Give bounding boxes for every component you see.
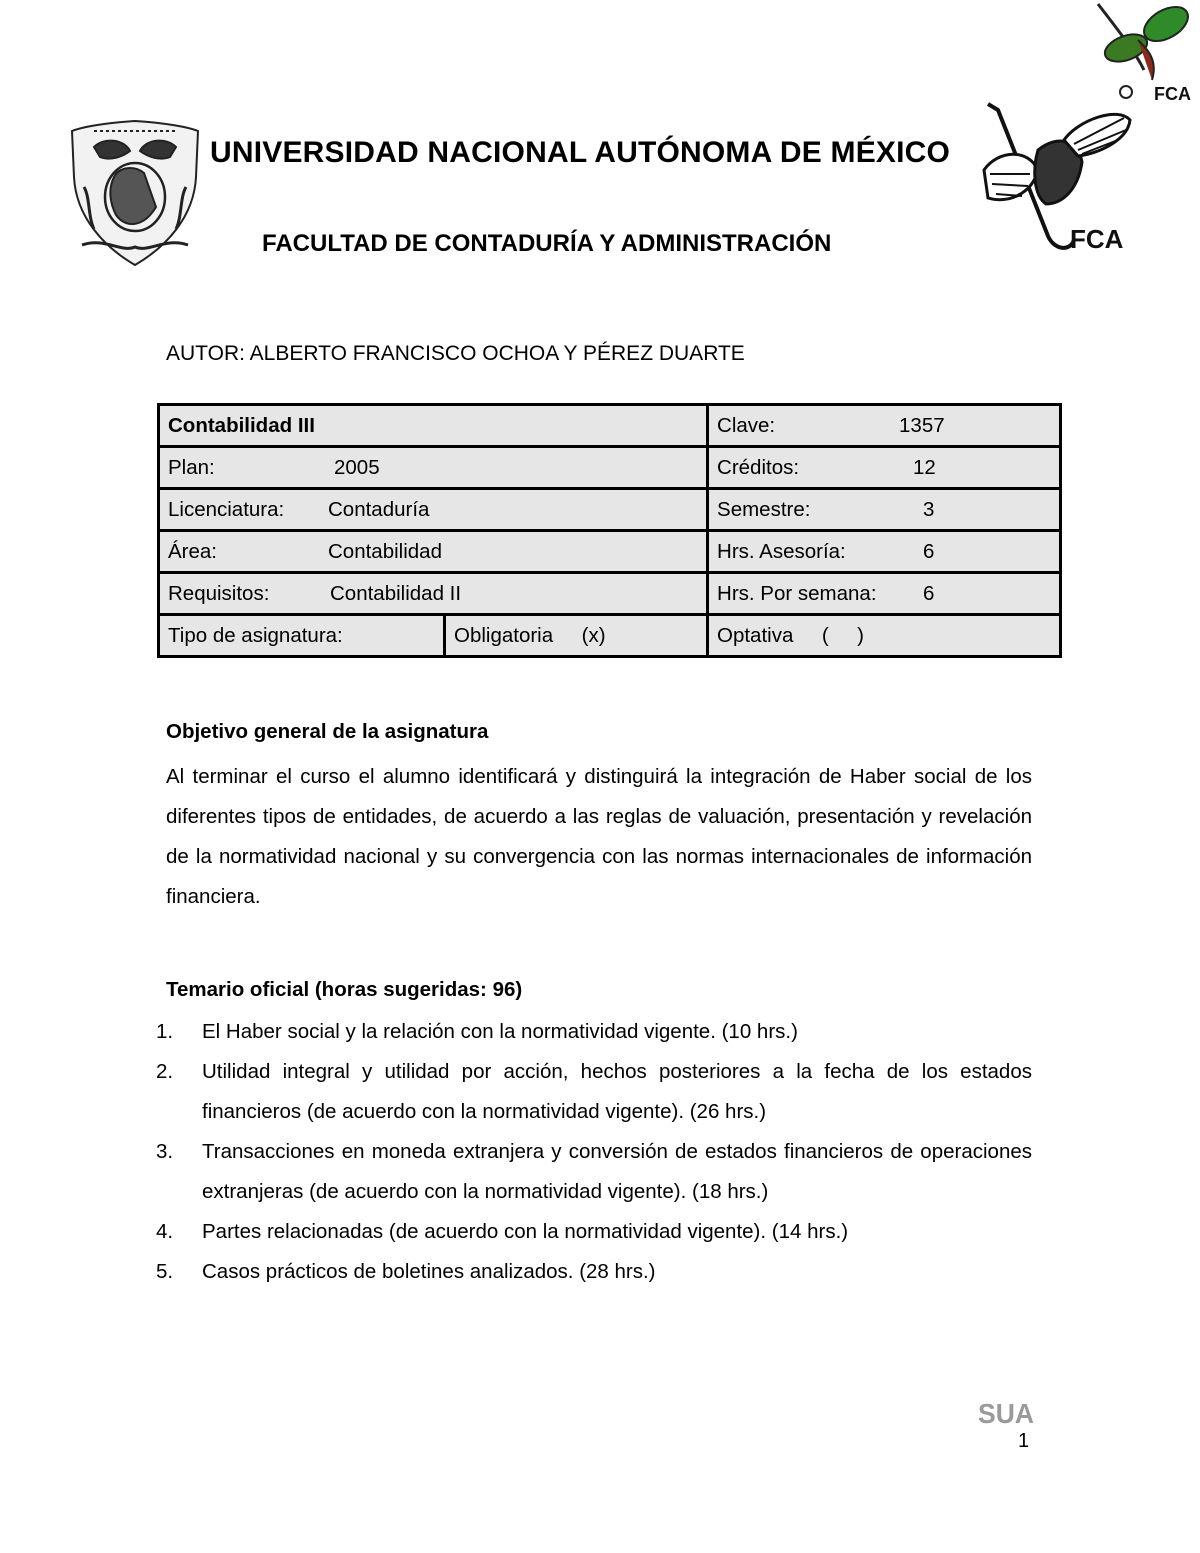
list-item: [156, 1052, 1032, 1132]
optativa-option: Optativa ( ): [717, 624, 864, 647]
table-row: [159, 573, 1061, 615]
requisitos-label: Requisitos:: [168, 582, 270, 605]
temario-title: Temario oficial (horas sugeridas: 96): [166, 978, 523, 1001]
obligatoria-cell: [445, 615, 708, 657]
table-row: [159, 447, 1061, 489]
fca-logo: [978, 100, 1138, 260]
list-item-number: 4.: [156, 1220, 174, 1243]
creditos-value: 12: [913, 456, 936, 479]
semana-label: Hrs. Por semana:: [717, 582, 877, 605]
clave-label: Clave:: [717, 414, 776, 437]
fca-logo-small: [1088, 0, 1198, 108]
list-item-number: 1.: [156, 1020, 174, 1043]
area-label: Área:: [168, 540, 217, 563]
creditos-cell: [708, 447, 1061, 489]
objective-text: Al terminar el curso el alumno identificará y distinguirá la integración de Haber social de los diferentes tipos de entidades, de acuerdo a las reglas de valuación, presentación y revelación de la normatividad nacional y su convergencia con las normas internacionales de información financiera.: [166, 765, 1032, 908]
list-item-number: 3.: [156, 1140, 174, 1163]
table-row: [159, 531, 1061, 573]
list-item: [156, 1132, 1032, 1212]
list-item-number: 2.: [156, 1060, 174, 1083]
semana-value: 6: [923, 582, 935, 605]
subject-name: Contabilidad III: [168, 414, 315, 437]
author-line: AUTOR: ALBERTO FRANCISCO OCHOA Y PÉREZ DUARTE: [166, 342, 745, 365]
tipo-cell: [159, 615, 445, 657]
semestre-label: Semestre:: [717, 498, 811, 521]
asesoria-cell: [708, 531, 1061, 573]
list-item: [156, 1212, 1032, 1252]
requisitos-cell: [159, 573, 708, 615]
clave-cell: [708, 405, 1061, 447]
list-item: [156, 1012, 1032, 1052]
svg-text:FCA: FCA: [1070, 224, 1124, 254]
list-item-text: El Haber social y la relación con la normatividad vigente. (10 hrs.): [202, 1020, 798, 1043]
semana-cell: [708, 573, 1061, 615]
unam-shield-logo: [64, 117, 206, 269]
list-item-text: Utilidad integral y utilidad por acción, hechos posteriores a la fecha de los estados financieros (de acuerdo con la normatividad vigente). (26 hrs.): [202, 1060, 1032, 1123]
list-item-text: Partes relacionadas (de acuerdo con la normatividad vigente). (14 hrs.): [202, 1220, 849, 1243]
licenciatura-cell: [159, 489, 708, 531]
asesoria-label: Hrs. Asesoría:: [717, 540, 846, 563]
subject-cell: [159, 405, 708, 447]
table-row: [159, 489, 1061, 531]
list-item: [156, 1252, 1032, 1292]
asesoria-value: 6: [923, 540, 935, 563]
clave-value: 1357: [899, 414, 945, 437]
objective-title: Objetivo general de la asignatura: [166, 720, 489, 743]
semestre-value: 3: [923, 498, 935, 521]
plan-cell: [159, 447, 708, 489]
university-title: UNIVERSIDAD NACIONAL AUTÓNOMA DE MÉXICO: [210, 136, 951, 169]
semestre-cell: [708, 489, 1061, 531]
page-number: 1: [1018, 1430, 1030, 1452]
list-item-number: 5.: [156, 1260, 174, 1283]
plan-label: Plan:: [168, 456, 215, 479]
list-item-text: Transacciones en moneda extranjera y conversión de estados financieros de operaciones extranjeras (de acuerdo con la normatividad vigente). (18 hrs.): [202, 1140, 1032, 1203]
licenciatura-label: Licenciatura:: [168, 498, 285, 521]
table-row: [159, 405, 1061, 447]
creditos-label: Créditos:: [717, 456, 800, 479]
area-value: Contabilidad: [328, 540, 442, 563]
svg-text:FCA: FCA: [1154, 84, 1191, 104]
obligatoria-option: Obligatoria (x): [454, 624, 606, 647]
area-cell: [159, 531, 708, 573]
list-item-text: Casos prácticos de boletines analizados. (28 hrs.): [202, 1260, 656, 1283]
table-row: [159, 615, 1061, 657]
faculty-title: FACULTAD DE CONTADURÍA Y ADMINISTRACIÓN: [262, 230, 832, 257]
requisitos-value: Contabilidad II: [330, 582, 462, 605]
svg-text:SUA: SUA: [978, 1398, 1034, 1426]
temario-list: [156, 1012, 1032, 1292]
plan-value: 2005: [334, 456, 380, 479]
sua-logo: [978, 1398, 1036, 1426]
optativa-cell: [708, 615, 1061, 657]
course-info-table: [157, 403, 1062, 658]
tipo-label: Tipo de asignatura:: [168, 624, 343, 647]
licenciatura-value: Contaduría: [328, 498, 430, 521]
